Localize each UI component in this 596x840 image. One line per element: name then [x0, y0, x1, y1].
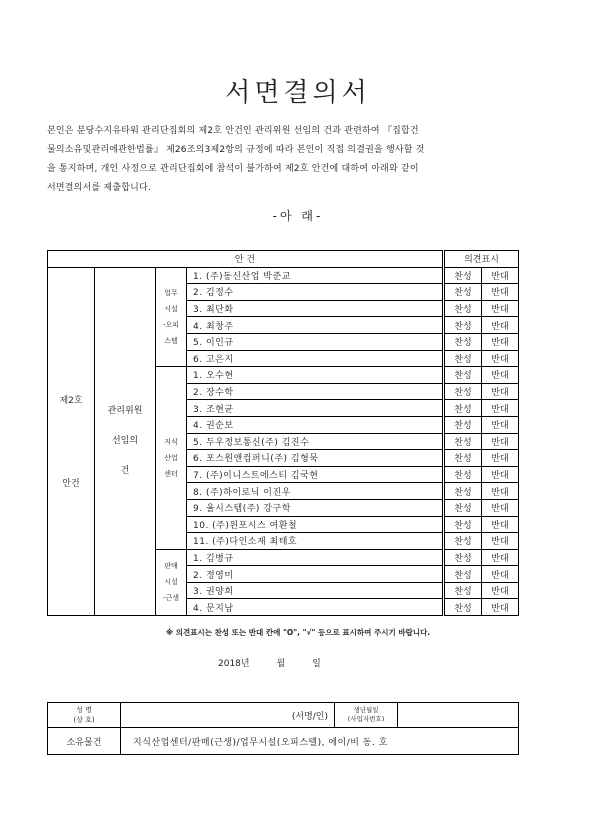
facility-group-line: 시설 — [164, 304, 178, 313]
vote-no-cell[interactable]: 반대 — [482, 367, 519, 384]
agenda-category-line: 관리위원 — [107, 406, 143, 417]
vote-yes-cell[interactable]: 찬성 — [444, 549, 482, 566]
vote-yes-cell[interactable]: 찬성 — [444, 582, 482, 599]
candidate-name: 2. 김정수 — [187, 284, 444, 301]
candidate-name: 1. 김병규 — [187, 549, 444, 566]
vote-no-cell[interactable]: 반대 — [482, 317, 519, 334]
facility-group-cell — [156, 367, 187, 550]
vote-yes-cell[interactable]: 찬성 — [444, 433, 482, 450]
facility-group-cell — [156, 549, 187, 615]
facility-group-line: 스텔 — [164, 336, 178, 345]
candidate-name: 4. 권순보 — [187, 416, 444, 433]
candidate-name: 2. 정영미 — [187, 566, 444, 583]
vote-no-cell[interactable]: 반대 — [482, 300, 519, 317]
name-label — [48, 703, 121, 728]
vote-no-cell[interactable]: 반대 — [482, 433, 519, 450]
name-field[interactable] — [121, 703, 335, 728]
vote-yes-cell[interactable]: 찬성 — [444, 533, 482, 550]
name-label-line: (상 호) — [73, 716, 95, 724]
vote-yes-cell[interactable]: 찬성 — [444, 516, 482, 533]
facility-group-line: 지식 — [164, 437, 178, 446]
vote-no-cell[interactable]: 반대 — [482, 533, 519, 550]
seal-text: (서명/인) — [291, 711, 328, 722]
vote-yes-cell[interactable]: 찬성 — [444, 333, 482, 350]
vote-no-cell[interactable]: 반대 — [482, 466, 519, 483]
candidate-name: 10. (주)윈포시스 여환철 — [187, 516, 444, 533]
candidate-name: 1. 오수현 — [187, 367, 444, 384]
agenda-number: 제2호 — [59, 396, 83, 407]
candidate-name: 3. 조현균 — [187, 400, 444, 417]
section-mark: -아 래- — [272, 209, 324, 223]
signature-table — [47, 702, 519, 755]
vote-yes-cell[interactable]: 찬성 — [444, 416, 482, 433]
candidate-name: 9. 율시스템(주) 강구학 — [187, 499, 444, 516]
candidate-name: 3. 최단화 — [187, 300, 444, 317]
candidate-name: 5. 이인규 — [187, 333, 444, 350]
facility-group-line: 시설 — [164, 578, 178, 587]
vote-no-cell[interactable]: 반대 — [482, 333, 519, 350]
document-title: 서면결의서 — [225, 78, 371, 108]
instruction-note: ※ 의견표시는 찬성 또는 반대 칸에 "O", "√" 등으로 표시하여 주시기 바랍니다. — [165, 628, 431, 637]
date-month: 월 — [276, 659, 286, 669]
vote-yes-cell[interactable]: 찬성 — [444, 383, 482, 400]
birth-label-line: 생년월일 — [353, 706, 379, 714]
candidate-name: 3. 권양희 — [187, 582, 444, 599]
agenda-number-cell — [48, 267, 95, 615]
property-value[interactable]: 지식산업센터/판매(근생)/업무시설(오피스텔), 에이/비 동. 호 — [121, 728, 519, 755]
candidate-name: 1. (주)동신산업 박준교 — [187, 267, 444, 284]
candidate-name: 7. (주)이니스트에스티 김국현 — [187, 466, 444, 483]
agenda-category-line: 건 — [120, 466, 130, 477]
date-day: 일 — [312, 659, 321, 669]
vote-no-cell[interactable]: 반대 — [482, 499, 519, 516]
intro-line: 을 통지하며, 개인 사정으로 관리단집회에 참석이 불가하여 제2호 안건에 대하여 아래와 같이 — [47, 164, 419, 174]
intro-paragraph — [47, 122, 557, 198]
candidate-name: 4. 문지남 — [187, 599, 444, 616]
candidate-name: 2. 장수학 — [187, 383, 444, 400]
property-row — [48, 728, 519, 755]
facility-group-line: 판매 — [164, 562, 178, 571]
vote-no-cell[interactable]: 반대 — [482, 599, 519, 616]
vote-no-cell[interactable]: 반대 — [482, 400, 519, 417]
vote-yes-cell[interactable]: 찬성 — [444, 466, 482, 483]
vote-yes-cell[interactable]: 찬성 — [444, 450, 482, 467]
vote-yes-cell[interactable]: 찬성 — [444, 367, 482, 384]
facility-group-line: -오피 — [162, 320, 180, 329]
header-agenda: 안 건 — [48, 251, 444, 268]
agenda-item-row — [48, 267, 519, 284]
vote-no-cell[interactable]: 반대 — [482, 383, 519, 400]
candidate-name: 5. 두우정보통신(주) 김진수 — [187, 433, 444, 450]
intro-line: 서면결의서를 제출합니다. — [47, 183, 151, 193]
facility-group-line: -근생 — [162, 594, 180, 603]
intro-line: 본인은 분당수지유타워 관리단집회의 제2호 안건인 관리위원 선임의 건과 관련하여 『집합건 — [47, 126, 419, 136]
birth-field[interactable] — [398, 703, 519, 728]
vote-no-cell[interactable]: 반대 — [482, 582, 519, 599]
facility-group-line: 산업 — [164, 453, 178, 462]
vote-yes-cell[interactable]: 찬성 — [444, 267, 482, 284]
vote-yes-cell[interactable]: 찬성 — [444, 317, 482, 334]
candidate-name: 11. (주)다인소재 최태호 — [187, 533, 444, 550]
agenda-category-cell — [95, 267, 156, 615]
vote-yes-cell[interactable]: 찬성 — [444, 483, 482, 500]
vote-no-cell[interactable]: 반대 — [482, 516, 519, 533]
vote-yes-cell[interactable]: 찬성 — [444, 599, 482, 616]
facility-group-cell — [156, 267, 187, 367]
vote-yes-cell[interactable]: 찬성 — [444, 499, 482, 516]
vote-yes-cell[interactable]: 찬성 — [444, 400, 482, 417]
vote-no-cell[interactable]: 반대 — [482, 284, 519, 301]
vote-no-cell[interactable]: 반대 — [482, 267, 519, 284]
signature-row — [48, 703, 519, 728]
intro-line: 물의소유및관리에관한법률』 제26조의3제2항의 규정에 따라 본인이 직접 의결권을 행사할 것 — [47, 145, 425, 155]
vote-no-cell[interactable]: 반대 — [482, 566, 519, 583]
vote-yes-cell[interactable]: 찬성 — [444, 566, 482, 583]
facility-group-line: 센터 — [164, 469, 178, 478]
vote-no-cell[interactable]: 반대 — [482, 483, 519, 500]
property-label: 소유물건 — [48, 728, 121, 755]
date-line — [218, 656, 345, 669]
table-header-row — [48, 251, 519, 268]
agenda-category-line: 선임의 — [111, 436, 139, 447]
vote-yes-cell[interactable]: 찬성 — [444, 350, 482, 367]
vote-yes-cell[interactable]: 찬성 — [444, 300, 482, 317]
vote-no-cell[interactable]: 반대 — [482, 416, 519, 433]
birth-label-line: (사업자번호) — [347, 715, 385, 723]
vote-no-cell[interactable]: 반대 — [482, 549, 519, 566]
agenda-word: 안건 — [62, 479, 80, 490]
vote-no-cell[interactable]: 반대 — [482, 350, 519, 367]
candidate-name: 8. (주)하이로닉 이진우 — [187, 483, 444, 500]
birth-label — [335, 703, 398, 728]
date-year: 2018년 — [218, 659, 250, 669]
header-vote: 의견표시 — [444, 251, 519, 268]
vote-no-cell[interactable]: 반대 — [482, 450, 519, 467]
name-label-line: 성 명 — [76, 706, 92, 714]
candidate-name: 6. 포스원앤컴퍼니(주) 김형묵 — [187, 450, 444, 467]
vote-yes-cell[interactable]: 찬성 — [444, 284, 482, 301]
resolution-table — [47, 250, 519, 616]
facility-group-line: 업무 — [164, 288, 178, 297]
candidate-name: 6. 고은지 — [187, 350, 444, 367]
candidate-name: 4. 최창주 — [187, 317, 444, 334]
